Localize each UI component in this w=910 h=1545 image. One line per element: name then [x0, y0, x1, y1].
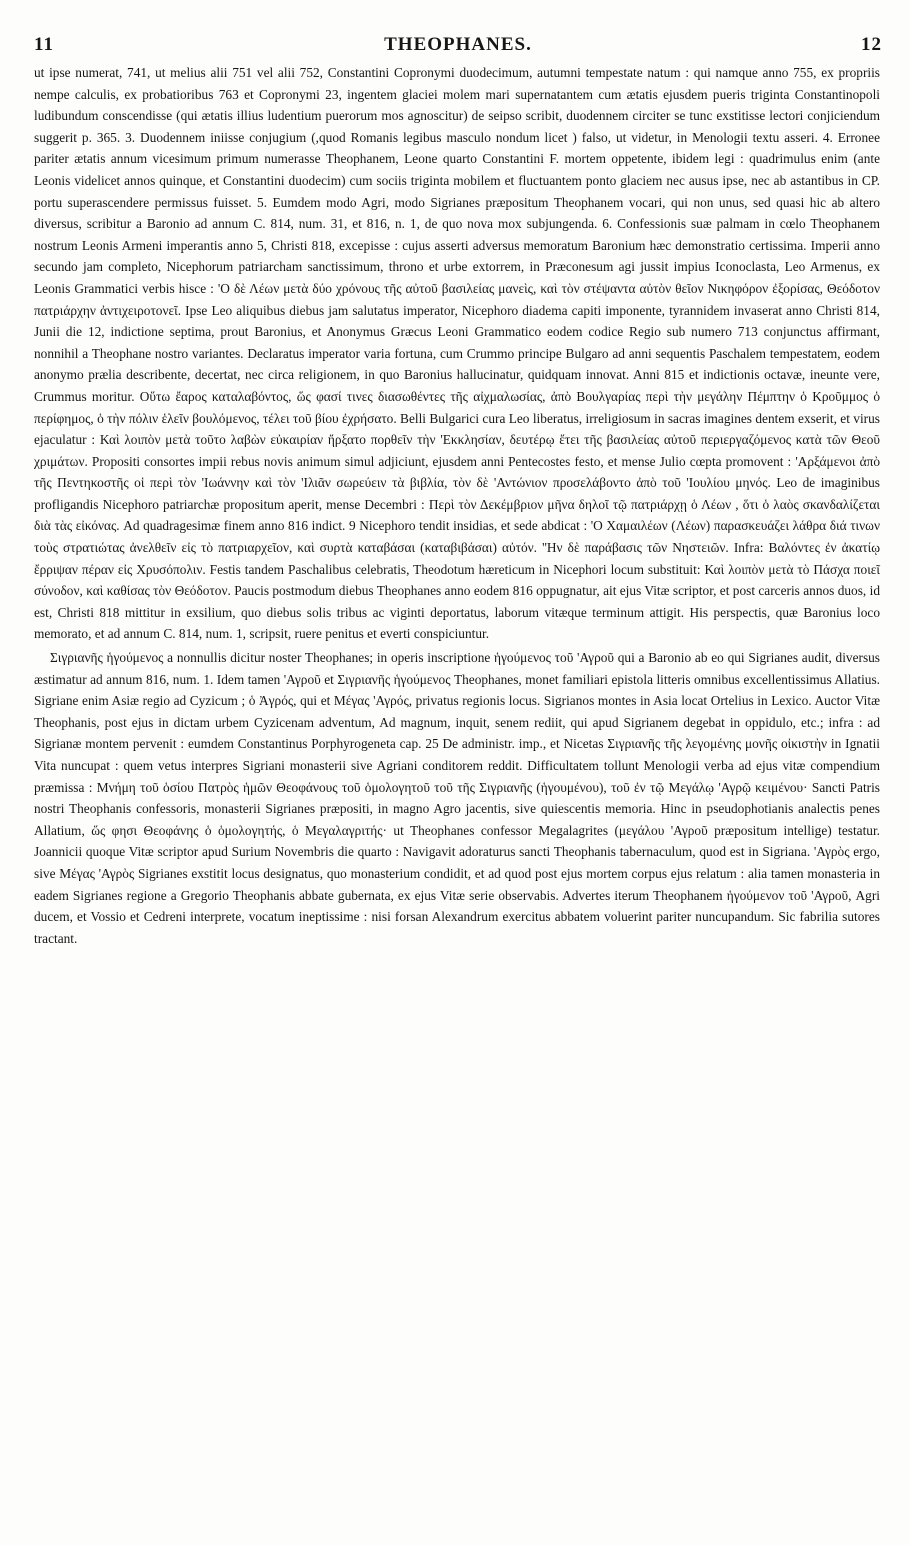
column-number-left: 11 [34, 34, 54, 55]
running-head [34, 34, 882, 60]
paragraph-2: Σιγριανῆς ἡγούμενος a nonnullis dicitur noster Theophanes; in operis inscriptione ἡγούμενος τοῦ 'Αγροῦ qui a Baronio ab eo qui Sigrianes audit, diversus æstimatur ad annum 816, num. 1. Idem tamen 'Αγροῦ et Σιγριανῆς ἡγούμενος Theophanes, monet familiari epistola litteris omnibus excellentissimus Allatius. Sigriane enim Asiæ regio ad Cyzicum ; ὁ Ἀγρός, qui et Μέγας 'Αγρός, privatus regionis locus. Sigrianos montes in Asia locat Ortelius in Lexico. Auctor Vitæ Theophanis, post ejus in dictam urbem Cyzicenam adventum, Ad magnum, inquit, senem rediit, qui apud Sigrianem degebat in oppidulo, etc.; infra : ad Sigrianæ montem pervenit : eumdem Constantinus Porphyrogeneta cap. 25 De administr. imp., et Nicetas Σιγριανῆς τῆς λεγομένης μονῆς οἰκιστὴν in Ignatii Vita nuncupat : quem vetus interpres Sigriani monasterii sive Agriani conditorem reddit. Difficultatem tollunt Menologii verba ad ejus vitæ compendium præmissa : Μνήμη τοῦ ὁσίου Πατρὸς ἡμῶν Θεοφάνους τοῦ ὁμολογητοῦ τοῦ τῆς Σιγριανῆς (ἡγουμένου), τοῦ ἐν τῷ Μεγάλῳ 'Αγρῷ κειμένου· Sancti Patris nostri Theophanis confessoris, monasterii Sigrianes præpositi, in magno Agro jacentis, sive quiescentis memoria. Hinc in pseudophotianis analectis penes Allatium, ὥς φησι Θεοφάνης ὁ ὁμολογητής, ὁ Μεγαλαγριτής· ut Theophanes confessor Megalagrites (μεγάλου 'Αγροῦ præpositum intellige) testatur. Joannicii quoque Vitæ scriptor apud Surium Novembris die quarto : Navigavit adoraturus sancti Theophanis tabernaculum, quod est in Sigriana. 'Αγρὸς ergo, sive Μέγας 'Αγρὸς Sigrianes exstitit locus designatus, quo monasterium condidit, et ad quod post ejus mortem corpus ejus relatum : alia tamen monasteria in eadem Sigrianes regione a Gregorio Theophanis abbate gubernata, ex ejus Vitæ serie observabis. Advertes iterum Theophanem ἡγούμενον τοῦ 'Αγροῦ, Agri ducem, et Vossio et Cedreni interprete, vocatum ineptissime : nisi forsan Alexandrum exercitus abbatem voluerint pariter nuncupandum. Sic fabrilia sutores tractant. [34, 650, 880, 946]
body-text [34, 62, 880, 949]
column-number-right: 12 [861, 34, 882, 55]
running-title: THEOPHANES. [384, 34, 532, 55]
paragraph-1: ut ipse numerat, 741, ut melius alii 751 vel alii 752, Constantini Copronymi duodecimum, autumni tempestate natum : qui namque anno 755, ex propriis nempe calculis, ex probatioribus 763 et Copronymi 23, ingentem glaciei molem mari supernatantem cum ætatis ejusdem pueris triginta Constantinopoli ludibundum conscendisse (qui ætatis illius ludentium puerorum mos agnoscitur) de seipso scribit, duodennem circiter se tunc exstitisse lectori conjiciendum suggerit p. 365. 3. Duodennem iniisse conjugium (,quod Romanis legibus masculo nondum licet ) falso, ut videtur, in Menologii textu asseri. 4. Erronee pariter ætatis annum vicesimum primum numerasse Theophanem, Leone quarto Constantini F. mortem oppetente, ibidem legi : quadrimulus enim (ante Leonis videlicet annos quinque, et Constantini duodecim) cum sociis triginta mobilem et fluctuantem ponto glaciem nec ausus ipse, nec ab astantibus in CP. portu superascendere permissus fuisset. 5. Eumdem modo Agri, modo Sigrianes præpositum Theophanem vocari, qui non unus, sed quasi hic ab altero diversus, scribitur a Baronio ad annum C. 814, num. 31, et 816, n. 1, de quo nova mox subjungenda. 6. Confessionis suæ palmam in cœlo Theophanem nostrum Leonis Armeni imperantis anno 5, Christi 818, excepisse : cujus asserti adversus memoratum Baronium hæc demonstratio certissima. Imperii anno secundo jam completo, Nicephorum patriarcham sanctissimum, throno et urbe extorrem, in Præconesum agi jussit impius Iconoclasta, Leo Armenus, ex Leonis Grammatici verbis hisce : 'Ο δὲ Λέων μετὰ δύο χρόνους τῆς αὐτοῦ βασιλείας μανεὶς, καὶ τὸν στέψαντα αὐτὸν θεῖον Νικηφόρον ἐξορίσας, Θεόδοτον πατριάρχην ἀντιχειροτονεῖ. Ipse Leo aliquibus diebus jam salutatus imperator, Nicephoro diadema capiti imponente, tyrannidem invaserat anno Christi 814, Junii die 12, indictione septima, prout Baronius, et Anonymus Græcus Leoni Grammatico eodem codice Regio sub numero 713 conjunctus affirmant, nonnihil a Theophane nostro variantes. Declaratus imperator varia fortuna, cum Crummo principe Bulgaro ad anni sequentis Paschalem tempestatem, eodem anonymo prælia describente, decertat, nec circa religionem, in quo Baronius hallucinatur, quidquam innovat. Anni 815 et indictionis octavæ, ineunte vere, Crummus moritur. Οὕτω ἔαρος καταλαβόντος, ὥς φασί τινες διασωθέντες τῆς αἰχμαλωσίας, ἀπὸ Βουλγαρίας περὶ τὴν μεγάλην Πέμπτην ὁ Κροῦμμος ὁ περίφημος, ὁ τὴν πόλιν ἑλεῖν βουλόμενος, τέλει τοῦ βίου ἐχρήσατο. Belli Bulgarici cura Leo liberatus, irreligiosum in sacras imagines dentem exserit, et virus ejaculatur : Καὶ λοιπὸν μετὰ τοῦτο λαβὼν εὐκαιρίαν ἤρξατο πορθεῖν τὴν 'Εκκλησίαν, δευτέρῳ ἔτει τῆς βασιλείας αὐτοῦ περιεργαζόμενος κατὰ τῶν Θεοῦ χριμάτων. Propositi consortes impii rebus novis animum simul adjiciunt, ejusdem anni Pentecostes festo, et mense Julio cœpta promovent : 'Αρξάμενοι ἀπὸ τῆς Πεντηκοστῆς οἱ περὶ τὸν 'Ιωάννην καὶ τὸν 'Ιλιᾶν σωρεύειν τὰ βιβλία, τὸν δὲ 'Αντώνιον προσελάβοντο ἀπὸ τοῦ 'Ιουλίου μηνός. Leo de imaginibus profligandis Nicephoro patriarchæ propositum aperit, mense Decembri : Περὶ τὸν Δεκέμβριον μῆνα δηλοῖ τῷ πατριάρχῃ ὁ Λέων , ὅτι ὁ λαὸς σκανδαλίζεται διὰ τὰς εἰκόνας. Ad quadragesimæ finem anno 816 indict. 9 Nicephoro tendit insidias, et sede abdicat : 'Ο Χαμαιλέων (Λέων) παρασκευάζει λάθρα διά τινων τοὺς στρατιώτας ἀνελθεῖν εἰς τὸ πατριαρχεῖον, καὶ συρτὰ καταβάσαι (καταβιβάσαι) αὐτόν. ''Ην δὲ παράβασις τῶν Νηστειῶν. Infra: Βαλόντες ἐν ἀκατίῳ ἔρριψαν πέραν εἰς Χρυσόπολιν. Festis tandem Paschalibus celebratis, Theodotum hæreticum in Nicephori locum substituit: Καὶ λοιπὸν μετὰ τὸ Πάσχα ποιεῖ σύνοδον, καὶ καθίσας τὸν Θεόδοτον. Paucis postmodum diebus Theophanes anno eodem 816 oppugnatur, ait ejus Vitæ scriptor, et post carceris annos duos, id est, Christi 818 mittitur in exsilium, quo diebus solis tribus ac viginti deportatus, laborum vitæque terminum attigit. His perspectis, quæ Baronius loco memorato, et ad annum C. 814, num. 1, scripsit, ruere penitus et everti conspiciuntur. [34, 65, 880, 642]
